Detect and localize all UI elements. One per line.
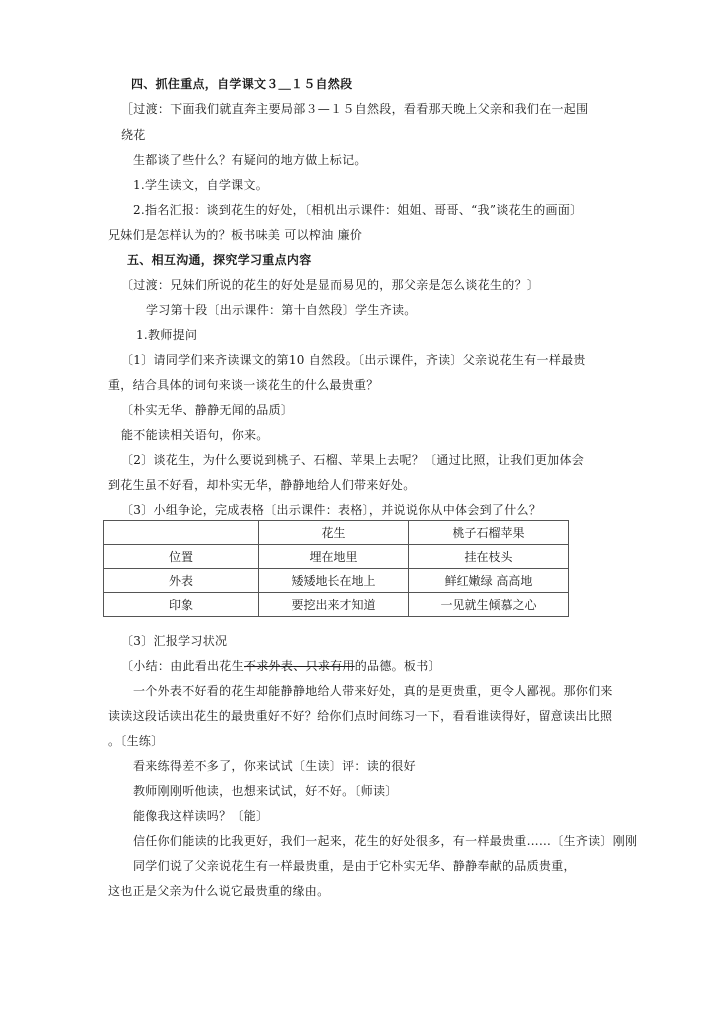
summary-text: 的品德。板书〕 bbox=[354, 659, 441, 673]
table-cell: 花生 bbox=[259, 521, 409, 545]
paragraph-line: 重，结合具体的词句来谈一谈花生的什么最贵重？ bbox=[108, 378, 379, 392]
paragraph-line: 〔2〕谈花生，为什么要说到桃子、石榴、苹果上去呢？〔通过比照，让我们更加体会 bbox=[121, 453, 585, 467]
table-cell: 一见就生倾慕之心 bbox=[409, 593, 569, 617]
table-cell: 要挖出来才知道 bbox=[259, 593, 409, 617]
table-row bbox=[104, 593, 569, 617]
paragraph-line: 这也正是父亲为什么说它最贵重的缘由。 bbox=[108, 884, 330, 898]
table-cell: 鲜红嫩绿 高高地 bbox=[409, 569, 569, 593]
paragraph-line: 一个外表不好看的花生却能静静地给人带来好处，真的是更贵重，更令人鄙视。那你们来 bbox=[133, 684, 613, 698]
paragraph-line: 〔过渡：兄妹们所说的花生的好处是显而易见的，那父亲是怎么谈花生的？〕 bbox=[121, 278, 540, 292]
table-cell: 桃子石榴苹果 bbox=[409, 521, 569, 545]
section-5-heading: 五、相互沟通，探究学习重点内容 bbox=[127, 253, 312, 267]
table-row bbox=[104, 545, 569, 569]
summary-line bbox=[121, 658, 441, 674]
paragraph-line: 读读这段话读出花生的最贵重好不好？给你们点时间练习一下，看看谁读得好，留意读出比照 bbox=[108, 709, 613, 723]
comparison-table bbox=[103, 520, 569, 617]
paragraph-line: 信任你们能读的比我更好，我们一起来，花生的好处很多，有一样最贵重……〔生齐读〕刚刚 bbox=[133, 834, 638, 848]
table-header-row bbox=[104, 521, 569, 545]
paragraph-line: 〔朴实无华、静静无闻的品质〕 bbox=[121, 403, 294, 417]
table-cell: 挂在枝头 bbox=[409, 545, 569, 569]
paragraph-line: 。〔生练〕 bbox=[108, 734, 164, 748]
paragraph-line: 〔1〕请同学们来齐读课文的第10 自然段。〔出示课件，齐读〕父亲说花生有一样最贵 bbox=[121, 353, 586, 367]
paragraph-line: 生都谈了些什么？有疑问的地方做上标记。 bbox=[133, 153, 367, 167]
table-cell: 印象 bbox=[104, 593, 259, 617]
paragraph-line: 看来练得差不多了，你来试试〔生读〕评：读的很好 bbox=[133, 759, 416, 773]
paragraph-line: 2.指名汇报：谈到花生的好处，〔相机出示课件：姐姐、哥哥、“我”谈花生的画面〕 bbox=[133, 203, 583, 217]
section-4-heading: 四、抓住重点，自学课文３＿１５自然段 bbox=[131, 77, 353, 91]
paragraph-line: 〔3〕汇报学习状况 bbox=[121, 634, 228, 648]
table-row bbox=[104, 569, 569, 593]
table-cell: 位置 bbox=[104, 545, 259, 569]
paragraph-line: ［过渡：下面我们就直奔主要局部３—１５自然段，看看那天晚上父亲和我们在一起围 bbox=[121, 102, 589, 116]
paragraph-line: 能像我这样读吗？〔能〕 bbox=[133, 809, 269, 823]
paragraph-line: 能不能读相关语句，你来。 bbox=[121, 428, 269, 442]
summary-text: 〔小结：由此看出花生 bbox=[121, 659, 245, 673]
paragraph-line: 1.教师提问 bbox=[136, 328, 198, 342]
table-cell: 埋在地里 bbox=[259, 545, 409, 569]
paragraph-line: 〔3〕小组争论，完成表格〔出示课件：表格〕，并说说你从中体会到了什么？ bbox=[121, 503, 542, 517]
paragraph-line: 绕花 bbox=[121, 128, 146, 142]
struck-text: 不求外表、只求有用 bbox=[244, 659, 355, 673]
paragraph-line: 1.学生读文，自学课文。 bbox=[133, 178, 269, 192]
table-cell: 矮矮地长在地上 bbox=[259, 569, 409, 593]
paragraph-line: 教师刚刚听他读，也想来试试，好不好。〔师读〕 bbox=[133, 784, 398, 798]
paragraph-line: 同学们说了父亲说花生有一样最贵重，是由于它朴实无华、静静奉献的品质贵重， bbox=[133, 859, 576, 873]
paragraph-line: 到花生虽不好看，却朴实无华，静静地给人们带来好处。 bbox=[108, 478, 416, 492]
paragraph-line: 学习第十段〔出示课件：第十自然段〕学生齐读。 bbox=[146, 303, 417, 317]
table-cell: 外表 bbox=[104, 569, 259, 593]
table-cell bbox=[104, 521, 259, 545]
paragraph-line: 兄妹们是怎样认为的？板书味美 可以榨油 廉价 bbox=[108, 228, 363, 242]
